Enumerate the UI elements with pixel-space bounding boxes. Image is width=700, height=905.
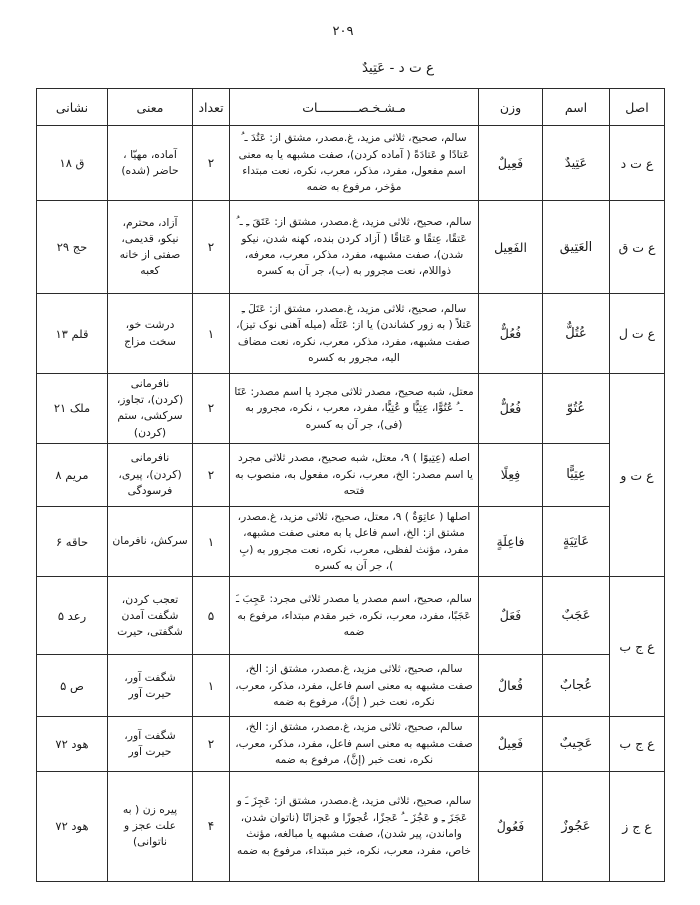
table-row xyxy=(37,294,665,374)
noun-cell: عَجَبٌ xyxy=(543,577,610,655)
pattern-cell: فُعُلٌّ xyxy=(479,374,543,444)
characteristics-cell: سالم، صحيح، ثلاثى مزيد، غ.مصدر، مشتق از: عَتَلَ ـِ عَتلاً ( به زور كشاندن) يا از: عَتَلَه (ميله آهنى نوک تيز)، صفت مشبهه، مفرد، مذكر، معرب، نكره، نعت مضاف اليه، مجرور به كسره xyxy=(230,294,479,374)
characteristics-cell: سالم، صحيح، ثلاثى مزيد، غ.مصدر، مشتق از: الخ، صفت مشبهه به معنى اسم فاعل، مفرد، مذكر، معرب، نكره، نعت خبر (إنَّ)، مرفوع به ضمه xyxy=(230,717,479,771)
root-cell: ع ت د xyxy=(610,126,665,201)
root-cell: ع ت ل xyxy=(610,294,665,374)
reference-cell: حج ۲۹ xyxy=(37,201,108,294)
meaning-cell: شگفت آور، حيرت آور xyxy=(108,655,193,717)
noun-cell: عَجِيبٌ xyxy=(543,717,610,771)
root-cell: ع ت ق xyxy=(610,201,665,294)
meaning-cell: آماده، مهيّا ، حاضر (شده) xyxy=(108,126,193,201)
meaning-cell: شگفت آور، حيرت آور xyxy=(108,717,193,771)
characteristics-cell: سالم، صحيح، ثلاثى مزيد، غ.مصدر، مشتق از: عَتُدَ ـ ُ عَتادًا و عَتادَةً ( آماده كردن)، صفت مشبهه يا به معنى اسم مفعول، مفرد، مذكر، معرب، نكره، نعت مبتداء مؤخر، مرفوع به ضمه xyxy=(230,126,479,201)
page-title: ع ت د - عَتِيدٌ xyxy=(361,60,435,76)
root-cell: ع ت و xyxy=(610,374,665,577)
reference-cell: ملک ۲۱ xyxy=(37,374,108,444)
count-cell: ۱ xyxy=(193,655,230,717)
pattern-cell: فُعُلٌّ xyxy=(479,294,543,374)
header-root: اصل xyxy=(610,89,665,126)
count-cell: ۲ xyxy=(193,374,230,444)
table-row xyxy=(37,374,665,444)
noun-cell: عُجابٌ xyxy=(543,655,610,717)
noun-cell: عَاتِيَةٍ xyxy=(543,506,610,577)
root-cell: ع ج ز xyxy=(610,771,665,881)
reference-cell: هود ۷۲ xyxy=(37,771,108,881)
characteristics-cell: اصله (عِتِيوًا ) ۹، معتل، شبه صحيح، مصدر ثلاثى مجرد يا اسم مصدر: الخ، معرب، نكره، مفعول به، منصوب به فتحه xyxy=(230,443,479,506)
pattern-cell: فَعَلٌ xyxy=(479,577,543,655)
table-row xyxy=(37,771,665,881)
pattern-cell: فَعِيلٌ xyxy=(479,717,543,771)
pattern-cell: فاعِلَةٍ xyxy=(479,506,543,577)
reference-cell: ص ۵ xyxy=(37,655,108,717)
meaning-cell: درشت خو، سخت مزاج xyxy=(108,294,193,374)
root-cell: ع ج ب xyxy=(610,577,665,717)
reference-cell: رعد ۵ xyxy=(37,577,108,655)
header-count: تعداد xyxy=(193,89,230,126)
table-row xyxy=(37,655,665,717)
table-row xyxy=(37,577,665,655)
count-cell: ۲ xyxy=(193,126,230,201)
noun-cell: العَتِيق xyxy=(543,201,610,294)
meaning-cell: پيره زن ( به علت عجز و ناتوانى) xyxy=(108,771,193,881)
table-row xyxy=(37,126,665,201)
reference-cell: قلم ۱۳ xyxy=(37,294,108,374)
characteristics-cell: سالم، صحيح، ثلاثى مزيد، غ.مصدر، مشتق از: عَجِزَ ـَ و عَجَزَ ـِ و عَجُزَ ـ ُ عَجزًا، عُجوزًا و عَجزانًا (ناتوان شدن، واماندن، پير شدن)، صفت مشبهه يا مبالغه، مؤنث خاص، مفرد، معرب، نكره، خبر مبتداء، مرفوع به ضمه xyxy=(230,771,479,881)
reference-cell: حاقه ۶ xyxy=(37,506,108,577)
page-number: ۲۰۹ xyxy=(332,24,354,39)
characteristics-cell: سالم، صحيح، اسم مصدر يا مصدر ثلاثى مجرد: عَجِبَ ـَ عَجَبًا، مفرد، معرب، نكره، خبر مقدم مبتداء، مرفوع به ضمه xyxy=(230,577,479,655)
meaning-cell: نافرمانى (كردن)، پيرى، فرسودگى xyxy=(108,443,193,506)
pattern-cell: فِعِلًا xyxy=(479,443,543,506)
lexicon-table xyxy=(36,88,665,882)
meaning-cell: تعجب كردن، شگفت آمدن شگفتى، حيرت xyxy=(108,577,193,655)
count-cell: ۲ xyxy=(193,201,230,294)
noun-cell: عُتُوّ xyxy=(543,374,610,444)
characteristics-cell: معتل، شبه صحيح، مصدر ثلاثى مجرد يا اسم مصدر: عَتَا ـ ُ عُتُوًّا، عِتِيًّا و عُتِيًّا، مفرد، معرب ، نكره، مجرور به (فى)، جر آن به كسره xyxy=(230,374,479,444)
count-cell: ۲ xyxy=(193,443,230,506)
meaning-cell: سركش، نافرمان xyxy=(108,506,193,577)
characteristics-cell: سالم، صحيح، ثلاثى مزيد، غ.مصدر، مشتق از: عَتَقَ ـِ ـ ُ عَتقًا، عِتقًا و عَتاقًا ( آزاد كردن بنده، كهنه شدن، نيكو شدن)، صفت مشبهه، مفرد، مذكر، معرب، معرفه، ذواللام، نعت مجرور به (ب)، جر آن به كسره xyxy=(230,201,479,294)
table-row xyxy=(37,201,665,294)
count-cell: ۵ xyxy=(193,577,230,655)
noun-cell: عِتِيًّا xyxy=(543,443,610,506)
reference-cell: ق ۱۸ xyxy=(37,126,108,201)
header-reference: نشانى xyxy=(37,89,108,126)
pattern-cell: الفَعِيل xyxy=(479,201,543,294)
noun-cell: عَتِيدٌ xyxy=(543,126,610,201)
table-row xyxy=(37,443,665,506)
table-header-row xyxy=(37,89,665,126)
characteristics-cell: اصلها ( عاتِوَةٌ ) ۹، معتل، صحيح، ثلاثى مزيد، غ.مصدر، مشتق از: الخ، اسم فاعل يا به معنى صفت مشبهه، مفرد، مؤنث لفظى، معرب، نكره، نعت مجرور به (بِ )، جر آن به كسره xyxy=(230,506,479,577)
count-cell: ۴ xyxy=(193,771,230,881)
meaning-cell: آزاد، محترم، نيكو، قديمى، صفتى از خانه كعبه xyxy=(108,201,193,294)
header-noun: اسم xyxy=(543,89,610,126)
count-cell: ۱ xyxy=(193,506,230,577)
meaning-cell: نافرمانى (كردن)، تجاوز، سركشى، ستم (كردن) xyxy=(108,374,193,444)
noun-cell: عَجُوزٌ xyxy=(543,771,610,881)
reference-cell: مريم ۸ xyxy=(37,443,108,506)
pattern-cell: فُعالٌ xyxy=(479,655,543,717)
pattern-cell: فَعِيلٌ xyxy=(479,126,543,201)
characteristics-cell: سالم، صحيح، ثلاثى مزيد، غ.مصدر، مشتق از: الخ، صفت مشبهه به معنى اسم فاعل، مفرد، مذكر، معرب، نكره، نعت خبر ( إنَّ)، مرفوع به ضمه xyxy=(230,655,479,717)
header-meaning: معنى xyxy=(108,89,193,126)
header-pattern: وزن xyxy=(479,89,543,126)
count-cell: ۱ xyxy=(193,294,230,374)
header-characteristics: مـشـخـصـــــــــــات xyxy=(230,89,479,126)
reference-cell: هود ۷۲ xyxy=(37,717,108,771)
table-row xyxy=(37,506,665,577)
count-cell: ۲ xyxy=(193,717,230,771)
table-row xyxy=(37,717,665,771)
pattern-cell: فَعُولٌ xyxy=(479,771,543,881)
root-cell: ع ج ب xyxy=(610,717,665,771)
noun-cell: عُتُلٌّ xyxy=(543,294,610,374)
